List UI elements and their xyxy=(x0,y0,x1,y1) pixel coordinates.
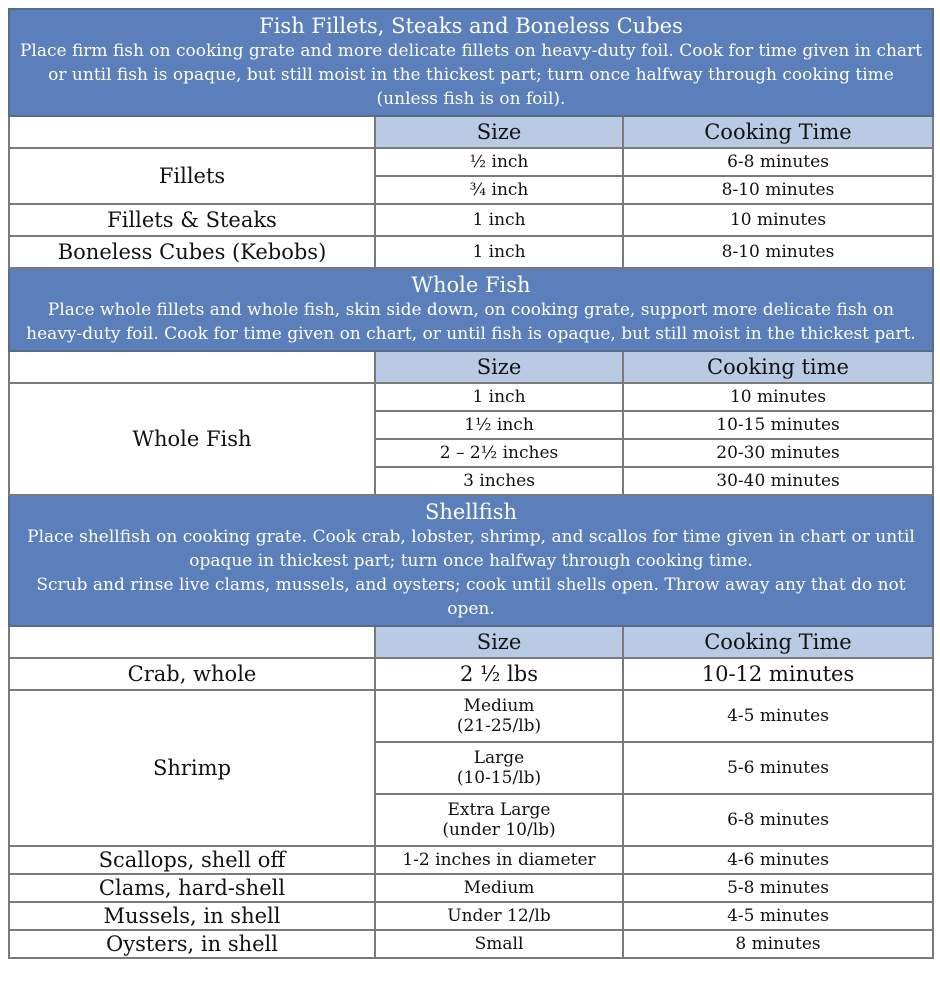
time-cell: 10-15 minutes xyxy=(623,411,933,439)
item-name: Boneless Cubes (Kebobs) xyxy=(9,236,375,268)
table-row xyxy=(9,874,933,902)
table-row xyxy=(9,902,933,930)
size-header: Size xyxy=(375,351,623,383)
size-cell: Small xyxy=(375,930,623,958)
size-header: Size xyxy=(375,116,623,148)
time-cell: 8-10 minutes xyxy=(623,236,933,268)
size-line: Large xyxy=(473,748,525,768)
blank-header-cell xyxy=(9,116,375,148)
time-cell: 10-12 minutes xyxy=(623,658,933,690)
size-cell: 1 inch xyxy=(375,204,623,236)
size-line: (10-15/lb) xyxy=(456,768,542,788)
item-name: Whole Fish xyxy=(9,383,375,495)
blank-header-cell xyxy=(9,626,375,658)
cooking-time-header: Cooking time xyxy=(623,351,933,383)
time-cell: 4-5 minutes xyxy=(623,902,933,930)
size-cell xyxy=(375,742,623,794)
item-name: Fillets & Steaks xyxy=(9,204,375,236)
cooking-chart xyxy=(8,8,932,959)
size-cell: Under 12/lb xyxy=(375,902,623,930)
size-cell: 1-2 inches in diameter xyxy=(375,846,623,874)
size-line: (under 10/lb) xyxy=(442,820,556,840)
section-title: Whole Fish xyxy=(411,273,531,297)
table-row xyxy=(9,383,933,411)
item-name: Scallops, shell off xyxy=(9,846,375,874)
section-header-fillets xyxy=(9,9,933,116)
size-cell: 2 ½ lbs xyxy=(375,658,623,690)
item-name: Oysters, in shell xyxy=(9,930,375,958)
item-name: Crab, whole xyxy=(9,658,375,690)
time-cell: 5-6 minutes xyxy=(623,742,933,794)
table-row xyxy=(9,658,933,690)
size-line: Extra Large xyxy=(447,800,551,820)
column-header-row xyxy=(9,351,933,383)
table-row xyxy=(9,846,933,874)
size-cell: ½ inch xyxy=(375,148,623,176)
cooking-time-header: Cooking Time xyxy=(623,116,933,148)
section-title: Shellfish xyxy=(424,500,518,524)
size-cell: 2 – 2½ inches xyxy=(375,439,623,467)
item-name: Mussels, in shell xyxy=(9,902,375,930)
column-header-row xyxy=(9,116,933,148)
size-cell xyxy=(375,794,623,846)
table-row xyxy=(9,204,933,236)
size-cell: Medium xyxy=(375,874,623,902)
blank-header-cell xyxy=(9,351,375,383)
table-row xyxy=(9,236,933,268)
table-row xyxy=(9,930,933,958)
size-cell: 1 inch xyxy=(375,383,623,411)
time-cell: 30-40 minutes xyxy=(623,467,933,495)
section-note: Scrub and rinse live clams, mussels, and oysters; cook until shells open. Throw away any that do not open. xyxy=(36,575,906,619)
size-line: (21-25/lb) xyxy=(456,716,542,736)
section-note: Place shellfish on cooking grate. Cook crab, lobster, shrimp, and scallos for time given in chart or until opaque in thickest part; turn once halfway through cooking time. xyxy=(27,527,915,571)
time-cell: 4-5 minutes xyxy=(623,690,933,742)
size-cell: 1½ inch xyxy=(375,411,623,439)
size-cell: 1 inch xyxy=(375,236,623,268)
time-cell: 6-8 minutes xyxy=(623,148,933,176)
time-cell: 8-10 minutes xyxy=(623,176,933,204)
cooking-table xyxy=(8,8,934,959)
item-name: Shrimp xyxy=(9,690,375,846)
time-cell: 10 minutes xyxy=(623,383,933,411)
time-cell: 5-8 minutes xyxy=(623,874,933,902)
time-cell: 10 minutes xyxy=(623,204,933,236)
column-header-row xyxy=(9,626,933,658)
size-cell: ¾ inch xyxy=(375,176,623,204)
time-cell: 4-6 minutes xyxy=(623,846,933,874)
section-note: Place whole fillets and whole fish, skin side down, on cooking grate, support more delicate fish on heavy-duty foil. Cook for time given on chart, or until fish is opaque, but still moist in the thickest part. xyxy=(26,300,916,344)
item-name: Clams, hard-shell xyxy=(9,874,375,902)
section-note: Place firm fish on cooking grate and more delicate fillets on heavy-duty foil. Cook for time given in chart or until fish is opaque, but still moist in the thickest part; turn once halfway through cooking time (unless fish is on foil). xyxy=(19,41,923,109)
time-cell: 20-30 minutes xyxy=(623,439,933,467)
cooking-time-header: Cooking Time xyxy=(623,626,933,658)
size-cell: 3 inches xyxy=(375,467,623,495)
table-row xyxy=(9,148,933,176)
time-cell: 6-8 minutes xyxy=(623,794,933,846)
size-cell xyxy=(375,690,623,742)
size-line: Medium xyxy=(463,696,535,716)
size-header: Size xyxy=(375,626,623,658)
item-name: Fillets xyxy=(9,148,375,204)
section-header-whole-fish xyxy=(9,268,933,351)
section-title: Fish Fillets, Steaks and Boneless Cubes xyxy=(259,14,683,38)
time-cell: 8 minutes xyxy=(623,930,933,958)
section-header-shellfish xyxy=(9,495,933,626)
table-row xyxy=(9,690,933,742)
